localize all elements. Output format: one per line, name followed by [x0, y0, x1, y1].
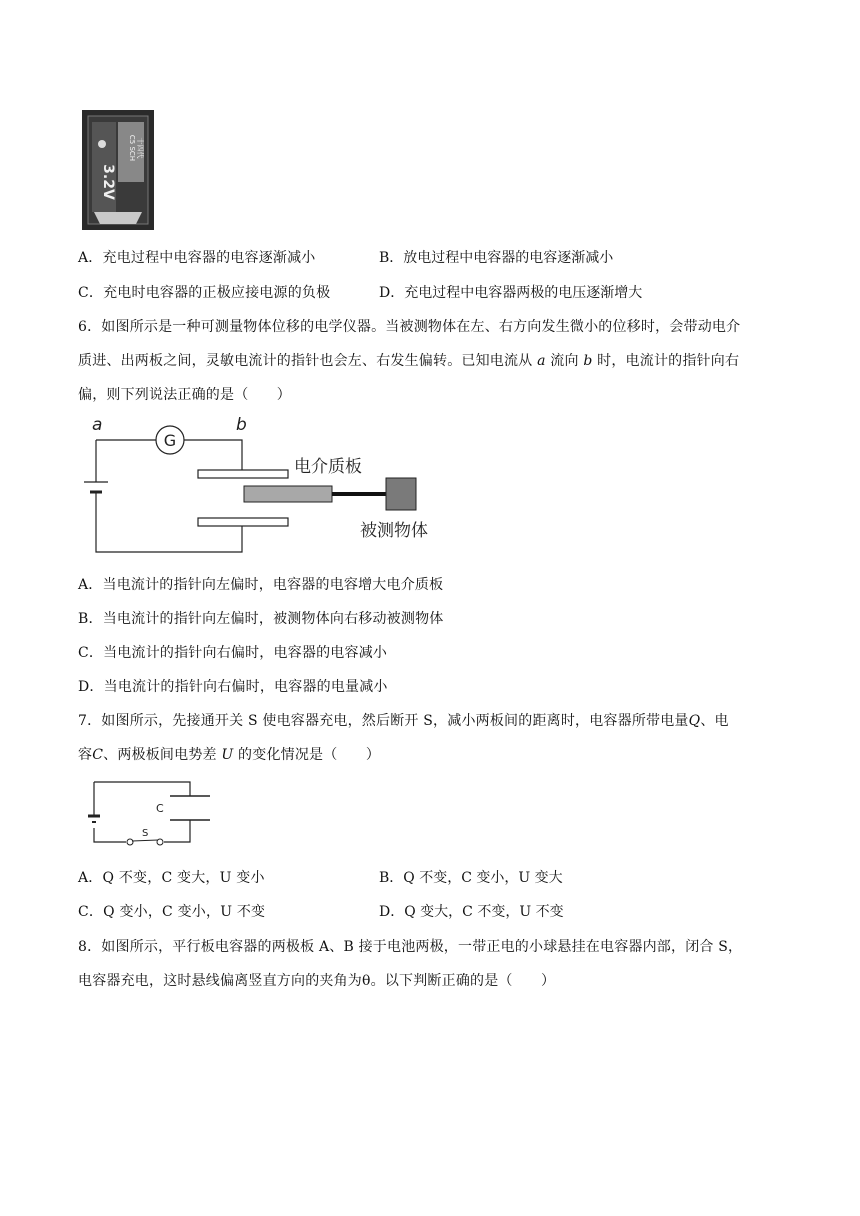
battery-photo — [80, 108, 156, 232]
object-label: 被测物体 — [360, 521, 428, 541]
q5-option-d: D．充电过程中电容器两极的电压逐渐增大 — [379, 285, 643, 301]
q5-option-b: B．放电过程中电容器的电容逐渐减小 — [379, 250, 614, 266]
svg-text:a: a — [92, 415, 103, 435]
dielectric-slab — [244, 486, 332, 502]
measured-object — [386, 478, 416, 510]
capacitor-bottom-plate — [198, 518, 288, 526]
capacitor-top-plate — [198, 470, 288, 478]
q7-stem-line2: 容C、两极板间电势差 U 的变化情况是（ ） — [78, 747, 381, 763]
svg-text:G: G — [163, 431, 177, 450]
q6-stem-line1: 6．如图所示是一种可测量物体位移的电学仪器。当被测物体在左、右方向发生微小的位移时，会带动电介 — [78, 319, 741, 335]
var-b: b — [583, 353, 593, 369]
q7-option-d: D．Q 变大，C 不变，U 不变 — [379, 904, 564, 920]
q6-option-a: A．当电流计的指针向左偏时，电容器的电容增大电介质板 — [78, 577, 444, 593]
svg-text:C: C — [156, 802, 164, 815]
svg-text:b: b — [236, 415, 247, 435]
q6-stem-line3: 偏，则下列说法正确的是（ ） — [78, 387, 291, 403]
q7-stem-line1: 7．如图所示，先接通开关 S 使电容器充电，然后断开 S，减小两板间的距离时，电容器所带电量Q、电 — [78, 713, 729, 729]
svg-text:S: S — [142, 828, 149, 839]
q7-option-b: B．Q 不变，C 变小，U 变大 — [379, 870, 563, 886]
var-a: a — [537, 353, 546, 369]
q7-option-c: C．Q 变小，C 变小，U 不变 — [78, 904, 266, 920]
q8-stem-line2: 电容器充电，这时悬线偏离竖直方向的夹角为θ。以下判断正确的是（ ） — [78, 973, 556, 989]
q6-option-b: B．当电流计的指针向左偏时，被测物体向右移动被测物体 — [78, 611, 444, 627]
switch-s — [127, 839, 133, 845]
q7-circuit-figure — [82, 776, 222, 852]
q8-stem-line1: 8．如图所示，平行板电容器的两极板 A、B 接于电池两极，一带正电的小球悬挂在电容器内部，闭合 S， — [78, 939, 743, 955]
q6-circuit-figure — [84, 412, 464, 560]
svg-text:十四代: 十四代 — [136, 137, 144, 159]
q6-stem-line2: 质进、出两板之间，灵敏电流计的指针也会左、右发生偏转。已知电流从 a 流向 b 时，电流计的指针向右 — [78, 353, 740, 369]
dielectric-label: 电介质板 — [294, 457, 362, 477]
q7-option-a: A．Q 不变，C 变大，U 变小 — [78, 870, 265, 886]
q5-option-c: C．充电时电容器的正极应接电源的负极 — [78, 285, 331, 301]
q6-option-c: C．当电流计的指针向右偏时，电容器的电容减小 — [78, 645, 388, 661]
q6-option-d: D．当电流计的指针向右偏时，电容器的电量减小 — [78, 679, 388, 695]
svg-text:C5 SCH: C5 SCH — [128, 134, 136, 162]
battery-voltage-label: 3.2V — [100, 164, 116, 200]
q5-option-a: A．充电过程中电容器的电容逐渐减小 — [78, 250, 316, 266]
